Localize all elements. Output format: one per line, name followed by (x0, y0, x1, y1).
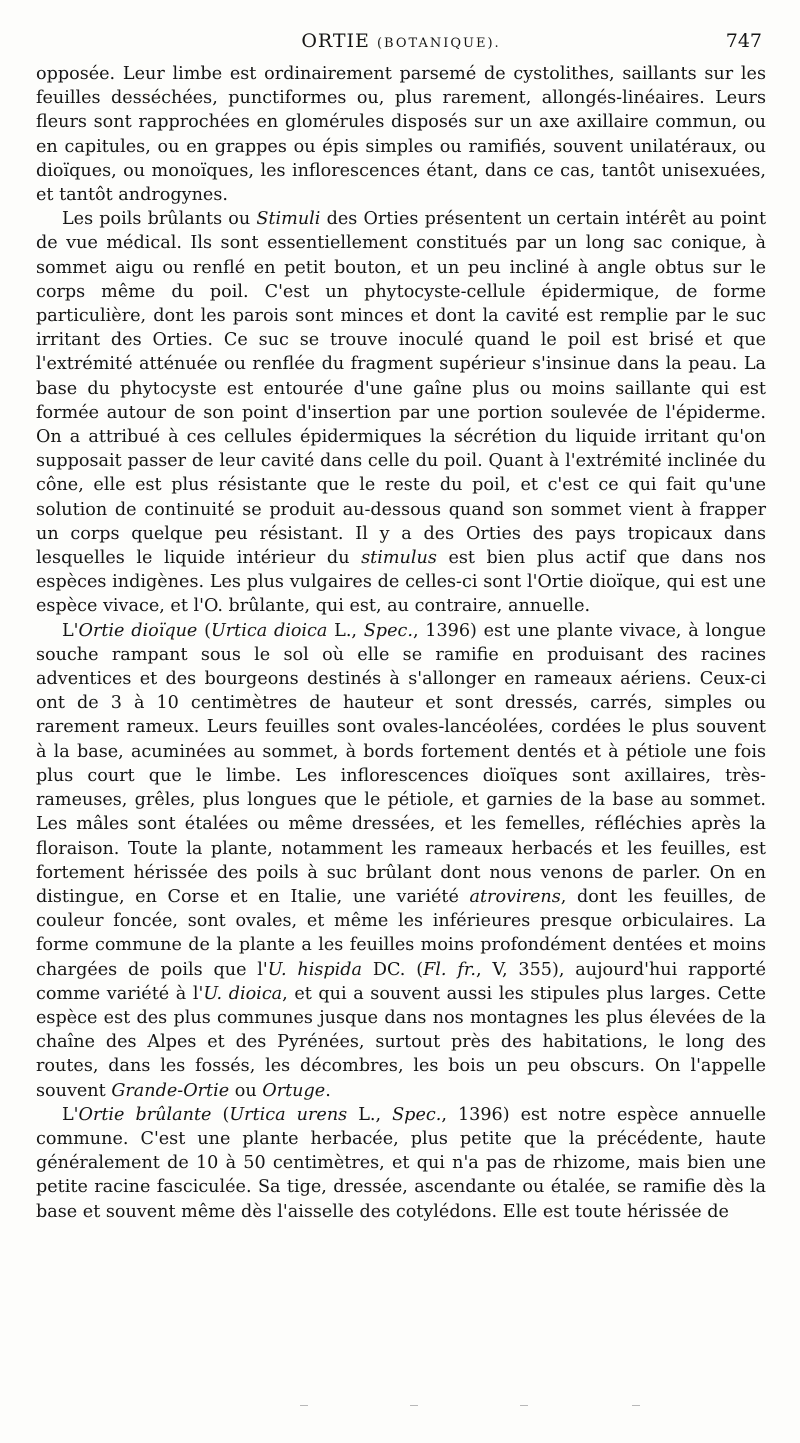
text-run: , et qui a souvent aussi les stipules plus larges. Cette espèce est des plus communes jusque dans nos montagnes les plus élevées de la chaîne des Alpes et des Pyrénées, surtout près des habitations, le long des routes, dans les fossés, les décombres, les bois un peu obscurs. On l'appelle souvent (36, 983, 766, 1101)
italic-term: atrovirens (469, 886, 561, 907)
page-number: 747 (725, 30, 762, 52)
title-main: ORTIE (301, 30, 370, 52)
text-run: , 1396) est une plante vivace, à longue souche rampant sous le sol où elle se ramifie en produisant des racines adventices et des bourgeons destinés à s'allonger en rameaux aériens. Ceux-ci ont de 3 à 10 centimètres de hauteur et sont dressés, carrés, simples ou rarement rameux. Leurs feuilles sont ovales-lancéolées, cordées le plus souvent à la base, acuminées au sommet, à bords fortement dentés et à pétiole une fois plus court que le limbe. Les inflorescences dioïques sont axillaires, très-rameuses, grêles, plus longues que le pétiole, et garnies de la base au sommet. Les mâles sont étalées ou même dressées, et les femelles, réfléchies après la floraison. Toute la plante, notamment les rameaux herbacés et les feuilles, est fortement hérissée des poils à suc brûlant dont nous venons de parler. On en distingue, en Corse et en Italie, une variété (36, 620, 766, 907)
running-title (36, 30, 766, 52)
paragraph (36, 207, 766, 618)
italic-term: U. hispida (267, 959, 363, 980)
text-run: L' (62, 620, 79, 641)
text-run: ( (197, 620, 211, 641)
italic-term: Fl. fr. (423, 959, 476, 980)
running-header (36, 30, 766, 56)
text-run: ( (211, 1104, 230, 1125)
text-run: L., (347, 1104, 393, 1125)
text-run: , V, 355), aujourd'hui rapporté comme variété à l' (36, 959, 766, 1004)
italic-term: Spec. (392, 1104, 442, 1125)
italic-term: Spec. (363, 620, 413, 641)
paragraph (36, 62, 766, 207)
italic-term: Urtica urens (229, 1104, 348, 1125)
text-run: ou (229, 1080, 263, 1101)
paragraph (36, 619, 766, 1103)
footer-marks (0, 1405, 800, 1415)
text-run: Les poils brûlants ou (62, 209, 257, 230)
italic-term: Ortie brûlante (78, 1104, 212, 1125)
italic-term: Ortuge (262, 1080, 326, 1101)
text-run: est bien plus actif que dans nos espèces indigènes. Les plus vulgaires de celles-ci sont l'Ortie dioïque, qui est une espèce vivace, et l'O. brûlante, qui est, au contraire, annuelle. (36, 548, 766, 617)
italic-term: U. dioica (203, 983, 283, 1004)
body-text (36, 62, 766, 1224)
italic-term: Ortie dioïque (78, 620, 198, 641)
text-run: des Orties présentent un certain intérêt au point de vue médical. Ils sont essentiellement constitués par un long sac conique, à sommet aigu ou renflé en petit bouton, et un peu incliné à angle obtus sur le corps même du poil. C'est un phytocyste-cellule épidermique, de forme particulière, dont les parois sont minces et dont la cavité est remplie par le suc irritant des Orties. Ce suc se trouve inoculé quand le poil est brisé et que l'extrémité atténuée ou renflée du fragment supérieur s'insinue dans la peau. La base du phytocyste est entourée d'une gaîne plus ou moins saillante qui est formée autour de son point d'insertion par une portion soulevée de l'épiderme. On a attribué à ces cellules épidermiques la sécrétion du liquide irritant qu'on supposait passer de leur cavité dans celle du poil. Quant à l'extrémité inclinée du cône, elle est plus résistante que le reste du poil, et c'est ce qui fait qu'une solution de continuité se produit au-dessous quand son sommet vient à frapper un corps quelque peu résistant. Il y a des Orties des pays tropicaux dans lesquelles le liquide intérieur du (36, 209, 767, 569)
italic-term: Urtica dioica (210, 620, 328, 641)
text-run: opposée. Leur limbe est ordinairement parsemé de cystolithes, saillants sur les feuilles desséchées, punctiformes ou, plus rarement, allongés-linéaires. Leurs fleurs sont rapprochées en glomérules disposés sur un axe axillaire commun, ou en capitules, ou en grappes ou épis simples ou ramifiés, souvent unilatéraux, ou dioïques, ou monoïques, les inflorescences étant, dans ce cas, tantôt unisexuées, et tantôt androgynes. (36, 64, 766, 206)
paragraph (36, 1103, 766, 1224)
italic-term: Stimuli (256, 209, 321, 230)
text-run: , 1396) est notre espèce annuelle commune. C'est une plante herbacée, plus petite que la précédente, haute généralement de 10 à 50 centimètres, et qui n'a pas de rhizome, mais bien une petite racine fasciculée. Sa tige, dressée, ascendante ou étalée, se ramifie dès la base et souvent même dès l'aisselle des cotylédons. Elle est toute hérissée de (36, 1104, 766, 1222)
title-subtitle: (BOTANIQUE). (376, 36, 501, 51)
italic-term: stimulus (361, 548, 437, 569)
text-run: L' (62, 1104, 79, 1125)
text-run: DC. ( (362, 959, 424, 980)
text-run: , dont les feuilles, de couleur foncée, sont ovales, et même les inférieures presque orbiculaires. La forme commune de la plante a les feuilles moins profondément dentées et moins chargées de poils que l' (36, 886, 766, 980)
text-run: L., (327, 620, 364, 641)
italic-term: Grande-Ortie (111, 1080, 230, 1101)
text-run: . (325, 1080, 331, 1101)
